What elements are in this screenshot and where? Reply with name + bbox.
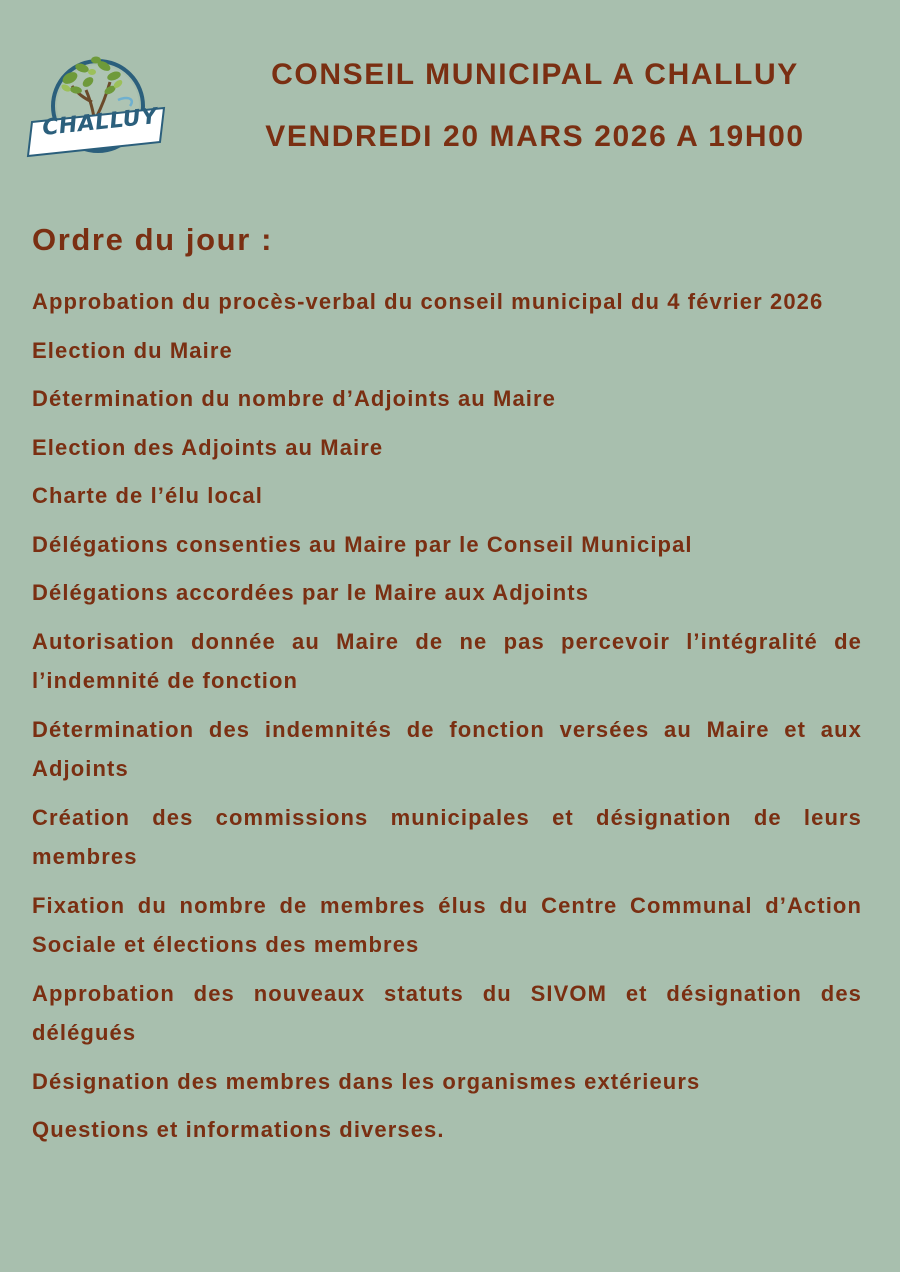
agenda-item: Autorisation donnée au Maire de ne pas percevoir l’intégralité de l’indemnité de fonction (32, 628, 862, 693)
agenda-item: Désignation des membres dans les organismes extérieurs (32, 1068, 701, 1094)
agenda-item: Délégations accordées par le Maire aux Adjoints (32, 580, 590, 605)
agenda-item: Election du Maire (32, 337, 233, 363)
agenda-item: Délégations consenties au Maire par le Conseil Municipal (32, 531, 693, 557)
agenda-item: Charte de l’élu local (32, 483, 263, 508)
agenda-item: Election des Adjoints au Maire (32, 434, 384, 460)
agenda-item: Fixation du nombre de membres élus du Centre Communal d’Action Sociale et élections des membres (32, 892, 862, 957)
agenda-item: Détermination des indemnités de fonction versées au Maire et aux Adjoints (32, 716, 862, 781)
challuy-logo-graphic (26, 38, 168, 160)
challuy-logo (26, 38, 168, 160)
agenda-item: Approbation des nouveaux statuts du SIVOM et désignation des délégués (32, 980, 862, 1045)
agenda-item: Approbation du procès-verbal du conseil municipal du 4 février 2026 (32, 289, 824, 314)
agenda-item: Détermination du nombre d’Adjoints au Maire (32, 386, 557, 411)
agenda-item: Création des commissions municipales et désignation de leurs membres (32, 804, 862, 869)
agenda-list (32, 282, 862, 1159)
header-date: VENDREDI 20 MARS 2026 A 19H00 (265, 120, 805, 153)
header-title: CONSEIL MUNICIPAL A CHALLUY (271, 58, 799, 91)
agenda-item: Questions et informations diverses. (32, 1117, 445, 1142)
agenda-title: Ordre du jour : (32, 222, 273, 257)
header (190, 44, 880, 168)
logo-text: CHALLUY (41, 104, 159, 141)
